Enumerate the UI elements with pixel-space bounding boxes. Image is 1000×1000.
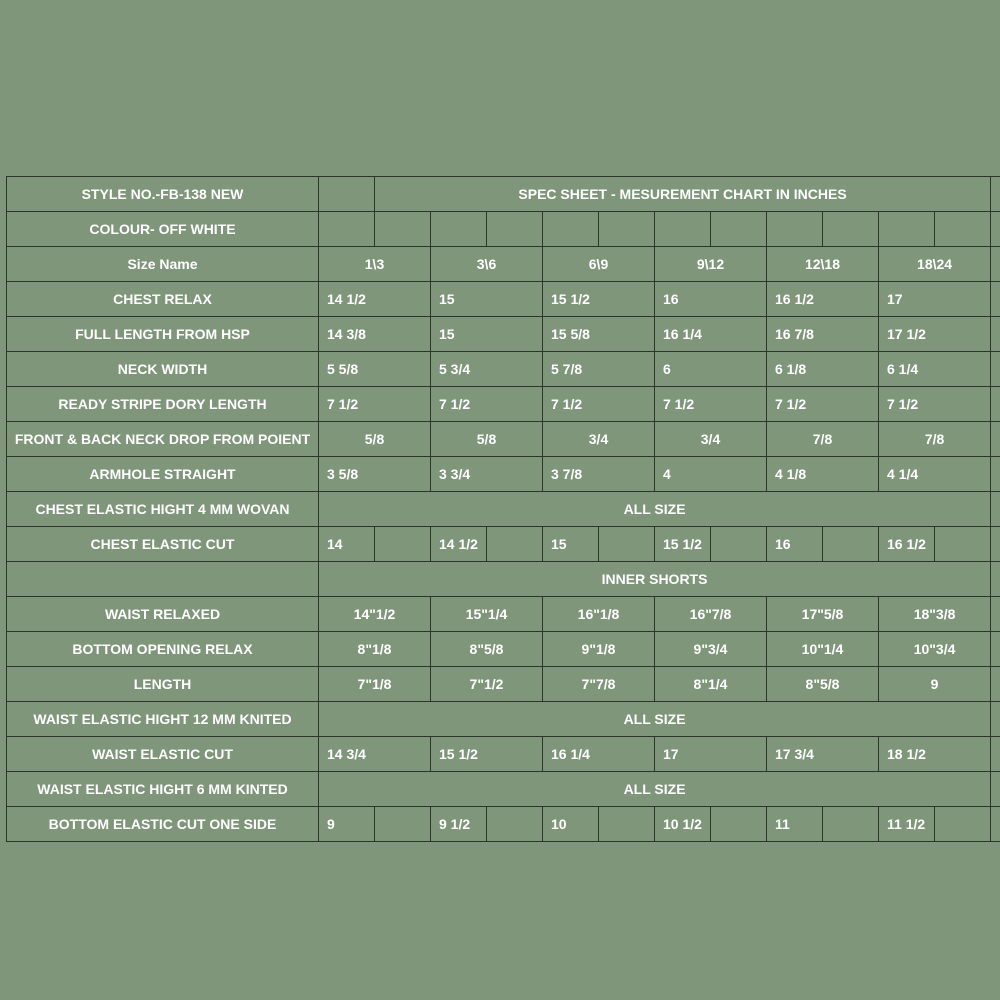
chest-elastic-hight-row	[7, 492, 1000, 527]
value-cell: 14 1/2	[319, 282, 431, 317]
empty-cell	[655, 212, 711, 247]
size-cell: 1\3	[319, 247, 431, 282]
empty-cell	[991, 247, 1000, 282]
value-cell: 11	[767, 807, 823, 842]
empty-cell	[487, 807, 543, 842]
measurement-label: CHEST ELASTIC CUT	[7, 527, 319, 562]
value-cell: 9	[319, 807, 375, 842]
measurement-row	[7, 597, 1000, 632]
empty-cell	[375, 212, 431, 247]
size-cell: 6\9	[543, 247, 655, 282]
value-cell: 16"1/8	[543, 597, 655, 632]
measurement-label: CHEST RELAX	[7, 282, 319, 317]
empty-cell	[935, 807, 991, 842]
empty-cell	[991, 702, 1000, 737]
value-cell: 16 7/8	[767, 317, 879, 352]
measurement-label: LENGTH	[7, 667, 319, 702]
value-cell: 3/4	[655, 422, 767, 457]
value-cell: 3 3/4	[431, 457, 543, 492]
value-cell: 16	[767, 527, 823, 562]
empty-cell	[319, 177, 375, 212]
value-cell: 14	[319, 527, 375, 562]
value-cell: 18 1/2	[879, 737, 991, 772]
empty-cell	[599, 212, 655, 247]
value-cell: 6	[655, 352, 767, 387]
empty-cell	[991, 667, 1000, 702]
empty-cell	[823, 527, 879, 562]
value-cell: 15	[431, 317, 543, 352]
value-cell: 15	[431, 282, 543, 317]
value-cell: 7"7/8	[543, 667, 655, 702]
value-cell: 16 1/4	[655, 317, 767, 352]
value-cell: 7"1/8	[319, 667, 431, 702]
size-name-row	[7, 247, 1000, 282]
value-cell: 14 3/4	[319, 737, 431, 772]
empty-cell	[879, 212, 935, 247]
value-cell: 15 5/8	[543, 317, 655, 352]
header-row	[7, 177, 1000, 212]
measurement-label: NECK WIDTH	[7, 352, 319, 387]
value-cell: 4 1/8	[767, 457, 879, 492]
size-name-label: Size Name	[7, 247, 319, 282]
value-cell: 14"1/2	[319, 597, 431, 632]
value-cell: 3 7/8	[543, 457, 655, 492]
value-cell: 4 1/4	[879, 457, 991, 492]
size-cell: 12\18	[767, 247, 879, 282]
empty-cell	[991, 282, 1000, 317]
empty-cell	[991, 317, 1000, 352]
measurement-label: FRONT & BACK NECK DROP FROM POIENT	[7, 422, 319, 457]
colour-row	[7, 212, 1000, 247]
bottom-elastic-cut-row	[7, 807, 1000, 842]
value-cell: 15	[543, 527, 599, 562]
measurement-label: ARMHOLE STRAIGHT	[7, 457, 319, 492]
size-cell: 9\12	[655, 247, 767, 282]
waist-elastic-cut-row	[7, 737, 1000, 772]
measurement-label: BOTTOM OPENING RELAX	[7, 632, 319, 667]
measurement-row	[7, 422, 1000, 457]
measurement-label: WAIST ELASTIC CUT	[7, 737, 319, 772]
empty-cell	[543, 212, 599, 247]
value-cell: 7 1/2	[543, 387, 655, 422]
empty-cell	[375, 527, 431, 562]
empty-cell	[991, 422, 1000, 457]
value-cell: 17"5/8	[767, 597, 879, 632]
value-cell: 17	[655, 737, 767, 772]
value-cell: 8"5/8	[431, 632, 543, 667]
value-cell: 3 5/8	[319, 457, 431, 492]
chart-title: SPEC SHEET - MESUREMENT CHART IN INCHES	[375, 177, 991, 212]
value-cell: 3/4	[543, 422, 655, 457]
empty-cell	[991, 807, 1000, 842]
measurement-label: WAIST RELAXED	[7, 597, 319, 632]
all-size-cell: ALL SIZE	[319, 702, 991, 737]
spec-sheet-table	[6, 176, 1000, 842]
measurement-row	[7, 387, 1000, 422]
empty-cell	[823, 212, 879, 247]
empty-cell	[431, 212, 487, 247]
value-cell: 16 1/2	[767, 282, 879, 317]
value-cell: 7"1/2	[431, 667, 543, 702]
empty-cell	[711, 527, 767, 562]
empty-cell	[375, 807, 431, 842]
empty-cell	[991, 527, 1000, 562]
value-cell: 15 1/2	[543, 282, 655, 317]
measurement-label: FULL LENGTH FROM HSP	[7, 317, 319, 352]
value-cell: 10	[543, 807, 599, 842]
value-cell: 5 5/8	[319, 352, 431, 387]
size-cell: 3\6	[431, 247, 543, 282]
empty-cell	[991, 492, 1000, 527]
value-cell: 7 1/2	[431, 387, 543, 422]
empty-cell	[991, 352, 1000, 387]
empty-cell	[991, 772, 1000, 807]
value-cell: 10"3/4	[879, 632, 991, 667]
measurement-row	[7, 317, 1000, 352]
measurement-row	[7, 352, 1000, 387]
value-cell: 18"3/8	[879, 597, 991, 632]
value-cell: 7/8	[879, 422, 991, 457]
value-cell: 5/8	[431, 422, 543, 457]
empty-cell	[991, 457, 1000, 492]
waist-elastic-hight-row	[7, 702, 1000, 737]
size-cell: 18\24	[879, 247, 991, 282]
value-cell: 14 3/8	[319, 317, 431, 352]
all-size-cell: ALL SIZE	[319, 772, 991, 807]
value-cell: 7 1/2	[767, 387, 879, 422]
value-cell: 15 1/2	[431, 737, 543, 772]
empty-cell	[991, 177, 1000, 212]
value-cell: 16"7/8	[655, 597, 767, 632]
measurement-label: WAIST ELASTIC HIGHT 6 MM KINTED	[7, 772, 319, 807]
empty-cell	[991, 632, 1000, 667]
empty-cell	[711, 212, 767, 247]
measurement-row	[7, 667, 1000, 702]
measurement-label: READY STRIPE DORY LENGTH	[7, 387, 319, 422]
value-cell: 6 1/4	[879, 352, 991, 387]
value-cell: 7 1/2	[879, 387, 991, 422]
value-cell: 7/8	[767, 422, 879, 457]
value-cell: 4	[655, 457, 767, 492]
style-number: STYLE NO.-FB-138 NEW	[7, 177, 319, 212]
value-cell: 8"5/8	[767, 667, 879, 702]
chest-elastic-cut-row	[7, 527, 1000, 562]
value-cell: 16 1/2	[879, 527, 935, 562]
empty-cell	[599, 527, 655, 562]
empty-cell	[487, 527, 543, 562]
colour-label: COLOUR- OFF WHITE	[7, 212, 319, 247]
value-cell: 7 1/2	[655, 387, 767, 422]
value-cell: 11 1/2	[879, 807, 935, 842]
bottom-elastic-hight-row	[7, 772, 1000, 807]
empty-cell	[599, 807, 655, 842]
empty-cell	[7, 562, 319, 597]
value-cell: 9"3/4	[655, 632, 767, 667]
value-cell: 16	[655, 282, 767, 317]
value-cell: 9	[879, 667, 991, 702]
empty-cell	[991, 562, 1000, 597]
value-cell: 16 1/4	[543, 737, 655, 772]
value-cell: 9"1/8	[543, 632, 655, 667]
measurement-label: BOTTOM ELASTIC CUT ONE SIDE	[7, 807, 319, 842]
empty-cell	[487, 212, 543, 247]
measurement-row	[7, 282, 1000, 317]
all-size-cell: ALL SIZE	[319, 492, 991, 527]
value-cell: 6 1/8	[767, 352, 879, 387]
measurement-row	[7, 457, 1000, 492]
measurement-label: WAIST ELASTIC HIGHT 12 MM KNITED	[7, 702, 319, 737]
empty-cell	[319, 212, 375, 247]
empty-cell	[767, 212, 823, 247]
value-cell: 5/8	[319, 422, 431, 457]
value-cell: 8"1/8	[319, 632, 431, 667]
value-cell: 5 7/8	[543, 352, 655, 387]
inner-shorts-title-row	[7, 562, 1000, 597]
empty-cell	[991, 737, 1000, 772]
measurement-row	[7, 632, 1000, 667]
empty-cell	[935, 527, 991, 562]
empty-cell	[991, 597, 1000, 632]
value-cell: 15 1/2	[655, 527, 711, 562]
measurement-label: CHEST ELASTIC HIGHT 4 MM WOVAN	[7, 492, 319, 527]
empty-cell	[991, 387, 1000, 422]
value-cell: 15"1/4	[431, 597, 543, 632]
value-cell: 10 1/2	[655, 807, 711, 842]
value-cell: 14 1/2	[431, 527, 487, 562]
inner-shorts-title: INNER SHORTS	[319, 562, 991, 597]
value-cell: 5 3/4	[431, 352, 543, 387]
value-cell: 17 1/2	[879, 317, 991, 352]
empty-cell	[935, 212, 991, 247]
value-cell: 7 1/2	[319, 387, 431, 422]
value-cell: 8"1/4	[655, 667, 767, 702]
value-cell: 17	[879, 282, 991, 317]
value-cell: 17 3/4	[767, 737, 879, 772]
empty-cell	[823, 807, 879, 842]
empty-cell	[711, 807, 767, 842]
value-cell: 10"1/4	[767, 632, 879, 667]
empty-cell	[991, 212, 1000, 247]
value-cell: 9 1/2	[431, 807, 487, 842]
